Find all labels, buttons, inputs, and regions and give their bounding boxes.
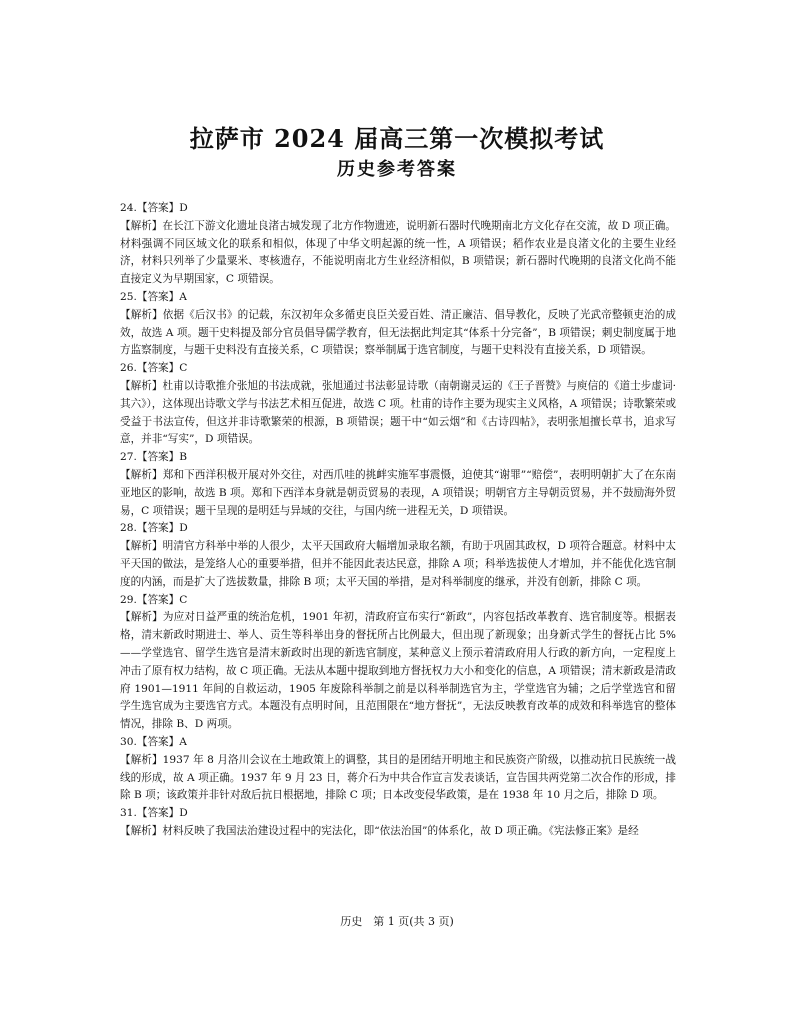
answer-line: 27.【答案】B bbox=[120, 451, 188, 464]
question-29 bbox=[120, 592, 676, 734]
explanation: 【解析】材料反映了我国法治建设过程中的宪法化，即“依法治国”的体系化，故 D 项正确。《宪法修正案》是经 bbox=[120, 824, 639, 837]
answer-line: 26.【答案】C bbox=[120, 362, 188, 375]
explanation: 【解析】依据《后汉书》的记载，东汉初年众多循吏良臣关爱百姓、清正廉洁、倡导教化，反映了光武帝整顿吏治的成效，故选 A 项。题干史料提及部分官员倡导儒学教育，但无法据此判定其“体系十分完备”，B 项错误；刺史制度属于地方监察制度，与题干史料没有直接关系，C 项错误；察举制属于选官制度，与题干史料没有直接关系，D 项错误。 bbox=[120, 308, 676, 357]
explanation: 【解析】1937 年 8 月洛川会议在土地政策上的调整，其目的是团结开明地主和民族资产阶级，以推动抗日民族统一战线的形成，故 A 项正确。1937 年 9 月 23 日，蒋介石为中共合作宣言发表谈话，宣告国共两党第二次合作的形成，排除 B 项；该政策并非针对敌后抗日根据地，排除 C 项；日本改变侵华政策，是在 1938 年 10 月之后，排除 D 项。 bbox=[120, 753, 676, 802]
explanation: 【解析】郑和下西洋积极开展对外交往，对西爪哇的挑衅实施军事震慑，迫使其“谢罪”“赔偿”，表明明朝扩大了在东南亚地区的影响，故选 B 项。郑和下西洋本身就是朝贡贸易的表现，A 项错误；明朝官方主导朝贡贸易，并不鼓励海外贸易，C 项错误；题干呈现的是明廷与异域的交往，与国内统一进程无关，D 项错误。 bbox=[120, 468, 676, 517]
explanation: 【解析】杜甫以诗歌推介张旭的书法成就，张旭通过书法彰显诗歌（南朝谢灵运的《王子晋赞》与庾信的《道士步虚词·其六》），这体现出诗歌文学与书法艺术相互促进，故选 C 项。杜甫的诗作主要为现实主义风格，A 项错误；诗歌繁荣或受益于书法宣传，但这并非诗歌繁荣的根源，B 项错误；题干中“如云烟”和《古诗四帖》，表明张旭擅长草书，追求写意，并非“写实”，D 项错误。 bbox=[120, 379, 676, 446]
question-27 bbox=[120, 449, 676, 520]
answer-line: 25.【答案】A bbox=[120, 290, 187, 303]
answer-line: 24.【答案】D bbox=[120, 202, 188, 214]
explanation: 【解析】明清官方科举中举的人很少，太平天国政府大幅增加录取名额，有助于巩固其政权，D 项符合题意。材料中太平天国的做法，是笼络人心的重要举措，但并不能因此表达民意，排除 A 项；科举选拔使人才增加，并不能优化选官制度的内涵，而是扩大了选拔数量，排除 B 项；太平天国的举措，是对科举制度的继承，并没有创新，排除 C 项。 bbox=[120, 540, 676, 588]
question-31 bbox=[120, 805, 676, 841]
explanation: 【解析】在长江下游文化遗址良渚古城发现了北方作物遗迹，说明新石器时代晚期南北方文化存在交流，故 D 项正确。材料强调不同区域文化的联系和相似，体现了中华文明起源的统一性，A 项错误；稻作农业是良渚文化的主要生业经济，材料只列举了少量粟米、枣核遗存，不能说明南北方生业经济相似，B 项错误；新石器时代晚期的良渚文化尚不能直接定义为早期国家，C 项错误。 bbox=[120, 219, 676, 286]
question-24 bbox=[120, 200, 676, 289]
question-30 bbox=[120, 734, 676, 805]
answer-line: 29.【答案】C bbox=[120, 593, 188, 606]
answer-line: 31.【答案】D bbox=[120, 807, 188, 820]
page-subtitle: 历史参考答案 bbox=[337, 159, 457, 180]
answers-body bbox=[120, 200, 676, 841]
answer-line: 28.【答案】D bbox=[120, 522, 188, 535]
question-28 bbox=[120, 520, 676, 591]
page-title: 拉萨市 2024 届高三第一次模拟考试 bbox=[189, 124, 605, 153]
answer-line: 30.【答案】A bbox=[120, 735, 187, 748]
question-26 bbox=[120, 360, 676, 449]
page-footer: 历史 第 1 页(共 3 页) bbox=[340, 915, 454, 928]
explanation: 【解析】为应对日益严重的统治危机，1901 年初，清政府宣布实行“新政”，内容包括改革教育、选官制度等。根据表格，清末新政时期进士、举人、贡生等科举出身的督抚所占比例最大，但出现了新现象；出身新式学生的督抚占比 5% ——学堂选官、留学生选官是清末新政时出现的新选官制度，某种意义上预示着清政府用人行政的新方向，一定程度上冲击了原有权力结构，故 C 项正确。无法从本题中提取到地方督抚权力大小和变化的信息，A 项错误；清末新政是清政府 1901—1911 年间的自救运动，1905 年废除科举制之前是以科举制选官为主，学堂选官为辅；之后学堂选官和留学生选官成为主要选官方式。本题没有点明时间，且范围限在“地方督抚”，无法反映教育改革的成效和科举选官的整体情况，排除 B、D 两项。 bbox=[120, 611, 676, 731]
question-25 bbox=[120, 289, 676, 360]
